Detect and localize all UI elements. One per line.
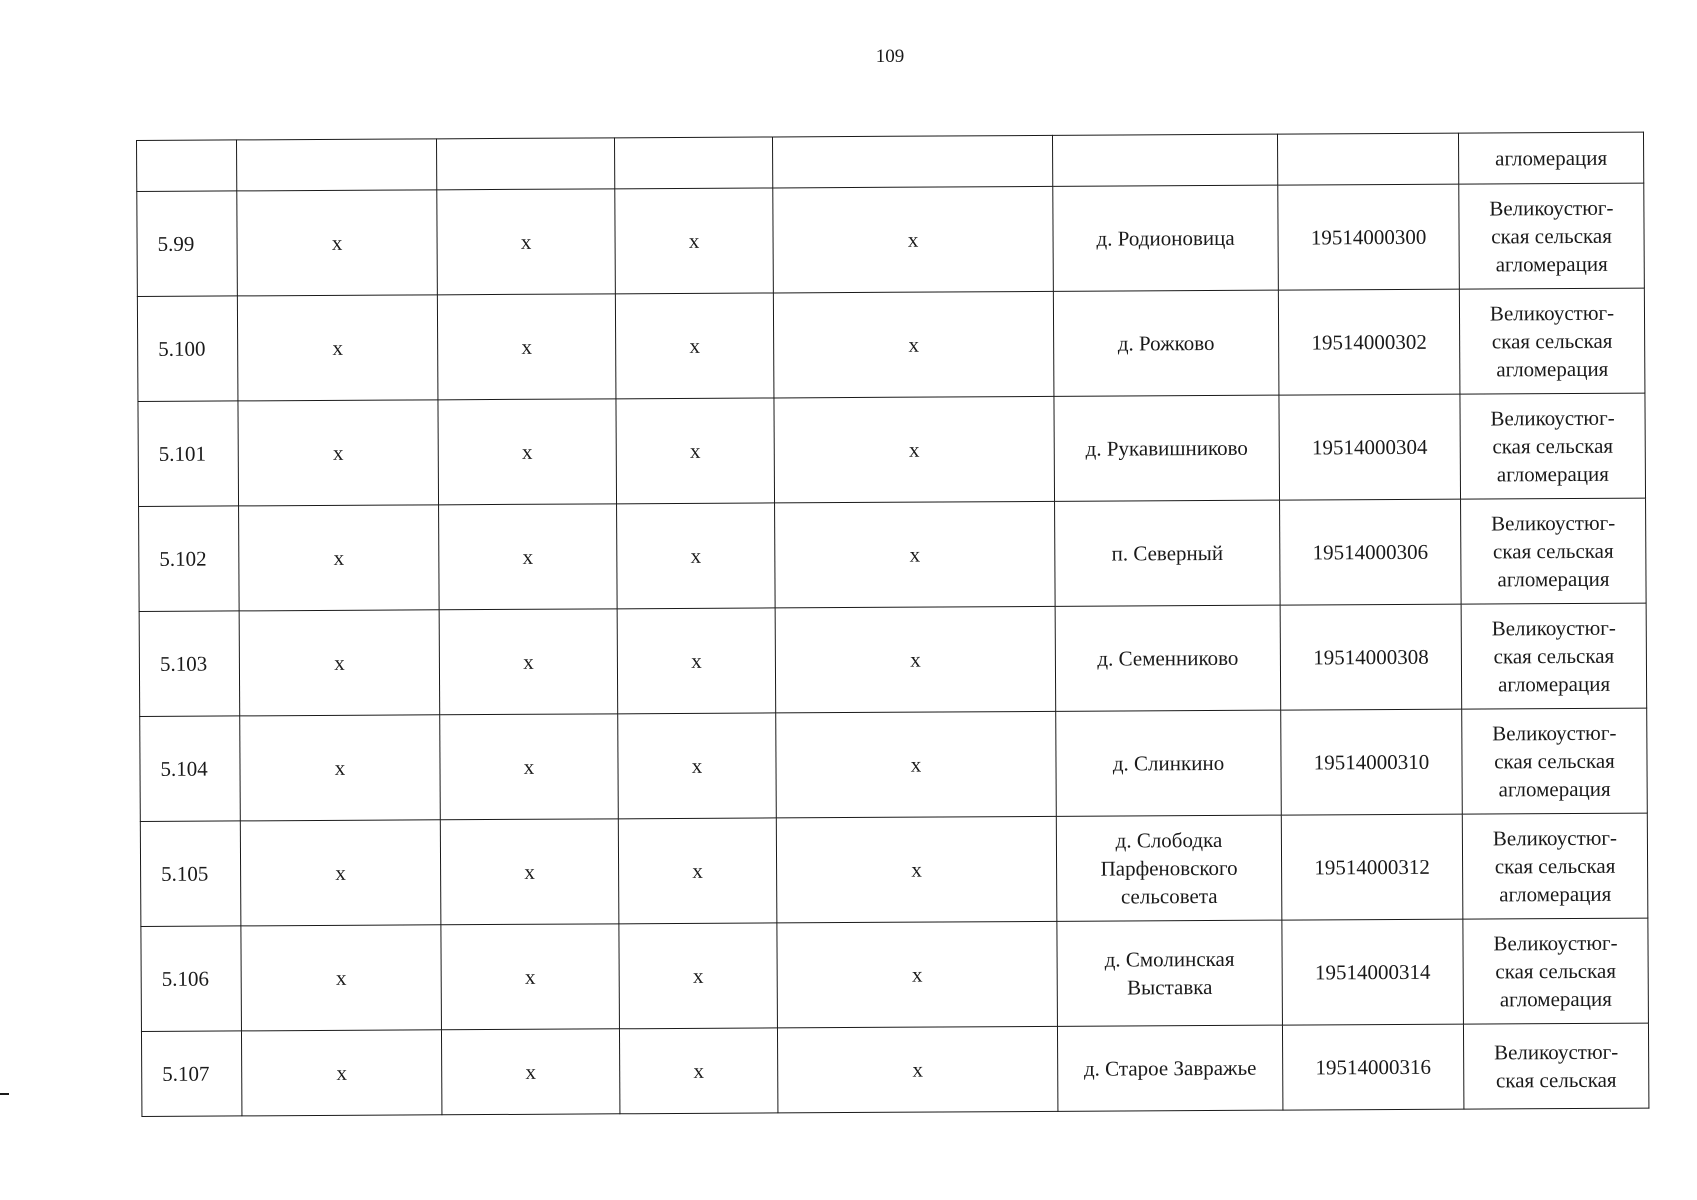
x-mark: x (237, 295, 438, 401)
agglomeration-line: Великоустюг- (1490, 405, 1615, 431)
table-cell (237, 139, 437, 191)
agglomeration-line: агломерация (1499, 986, 1612, 1012)
margin-mark (0, 1093, 9, 1095)
agglomeration-cell (1459, 288, 1645, 394)
table-row (141, 1023, 1648, 1116)
row-number: 5.103 (139, 611, 240, 717)
row-number: 5.99 (137, 191, 238, 297)
oktmo-code: 19514000306 (1280, 499, 1462, 605)
agglomeration-line: агломерация (1497, 566, 1610, 592)
agglomeration-line: ская сельская (1494, 853, 1616, 879)
settlement-name (1056, 815, 1282, 921)
continuation-row (137, 132, 1644, 191)
agglomeration-cell (1461, 603, 1647, 709)
agglomeration-cell (1460, 393, 1646, 499)
agglomeration-line: ская сельская (1492, 538, 1614, 564)
agglomeration-line: агломерация (1497, 671, 1611, 697)
agglomeration-line: агломерация (1498, 776, 1611, 802)
x-mark: x (440, 819, 619, 925)
row-number: 5.105 (140, 821, 241, 927)
table-row (139, 603, 1647, 716)
x-mark: x (241, 925, 442, 1031)
x-mark: x (617, 503, 776, 609)
agglomeration-line: Великоустюг- (1493, 1039, 1619, 1065)
x-mark: x (239, 505, 440, 611)
row-number: 5.104 (140, 716, 241, 822)
settlement-line: д. Смолинская (1104, 946, 1235, 972)
x-mark: x (441, 924, 620, 1030)
agglomeration-line: Великоустюг- (1489, 300, 1615, 326)
x-mark: x (615, 188, 774, 294)
agglomeration-line: ская сельская (1491, 328, 1613, 354)
settlement-name (1057, 920, 1283, 1026)
x-mark: x (238, 400, 439, 506)
x-mark: x (775, 501, 1056, 608)
settlement-name: д. Семенниково (1055, 605, 1281, 711)
x-mark: x (439, 609, 618, 715)
oktmo-code: 19514000312 (1281, 814, 1463, 920)
x-mark: x (240, 715, 441, 821)
settlement-line: Парфеновского (1100, 855, 1238, 881)
x-mark: x (619, 1028, 777, 1114)
x-mark: x (619, 923, 778, 1029)
table-cell (1052, 134, 1277, 186)
x-mark: x (618, 713, 777, 819)
x-mark: x (773, 291, 1054, 398)
settlement-line: сельсовета (1120, 883, 1218, 909)
agglomeration-cell (1459, 183, 1645, 289)
row-number: 5.102 (139, 506, 240, 612)
x-mark: x (777, 921, 1058, 1028)
agglomeration-cell (1462, 708, 1648, 814)
agglomeration-cell (1463, 918, 1649, 1024)
settlement-line: д. Слободка (1115, 827, 1223, 853)
table-cell (436, 138, 614, 190)
agglomeration-cell: агломерация (1458, 132, 1643, 184)
agglomeration-cell (1462, 813, 1648, 919)
agglomeration-line: ская сельская (1492, 433, 1614, 459)
oktmo-code: 19514000314 (1282, 919, 1464, 1025)
agglomeration-line: ская сельская (1495, 958, 1617, 984)
agglomeration-line: ская сельская (1493, 643, 1615, 669)
agglomeration-line: агломерация (1495, 251, 1608, 277)
x-mark: x (439, 504, 618, 610)
table-row (138, 393, 1646, 506)
agglomeration-line: ская сельская (1491, 223, 1612, 249)
agglomeration-line: агломерация (1496, 461, 1609, 487)
agglomeration-line: агломерация (1496, 356, 1609, 382)
table-cell (137, 140, 237, 192)
table-row (141, 918, 1649, 1031)
x-mark: x (616, 398, 775, 504)
row-number: 5.100 (137, 296, 238, 402)
table-row (140, 813, 1648, 926)
row-number: 5.107 (141, 1031, 241, 1117)
table-cell (772, 135, 1052, 188)
oktmo-code: 19514000310 (1281, 709, 1463, 815)
agglomeration-line: агломерация (1499, 881, 1612, 907)
x-mark: x (437, 294, 616, 400)
settlement-name: д. Слинкино (1056, 710, 1282, 816)
oktmo-code: 19514000308 (1280, 604, 1462, 710)
x-mark: x (437, 189, 616, 295)
agglomeration-line: Великоустюг- (1492, 720, 1617, 746)
x-mark: x (240, 820, 441, 926)
table-row (137, 288, 1645, 401)
table-cell (1277, 133, 1458, 185)
x-mark: x (777, 1026, 1057, 1113)
agglomeration-line: Великоустюг- (1493, 930, 1618, 956)
x-mark: x (438, 399, 617, 505)
x-mark: x (440, 714, 619, 820)
page-number: 109 (875, 46, 905, 67)
x-mark: x (773, 186, 1054, 293)
table-cell (614, 137, 772, 189)
agglomeration-line: ская сельская (1495, 1067, 1617, 1093)
agglomeration-line: Великоустюг- (1489, 195, 1614, 221)
agglomeration-line: Великоустюг- (1492, 825, 1618, 851)
settlement-name: д. Рожково (1053, 290, 1279, 396)
agglomeration-cell (1463, 1023, 1648, 1109)
settlement-name: д. Рукавишниково (1054, 395, 1280, 501)
row-number: 5.101 (138, 401, 239, 507)
x-mark: x (617, 608, 776, 714)
x-mark: x (441, 1029, 619, 1115)
x-mark: x (618, 818, 777, 924)
table-row (139, 498, 1647, 611)
settlements-table (136, 132, 1649, 1117)
x-mark: x (239, 610, 440, 716)
oktmo-code: 19514000300 (1278, 184, 1460, 290)
settlement-line: Выставка (1127, 975, 1213, 1000)
oktmo-code: 19514000316 (1282, 1024, 1463, 1110)
x-mark: x (775, 606, 1056, 713)
row-number: 5.106 (141, 926, 242, 1032)
agglomeration-line: Великоустюг- (1491, 510, 1616, 536)
agglomeration-line: Великоустюг- (1491, 615, 1616, 641)
x-mark: x (241, 1030, 441, 1116)
settlement-name: п. Северный (1055, 500, 1281, 606)
x-mark: x (237, 190, 438, 296)
agglomeration-cell (1461, 498, 1647, 604)
table-row (137, 183, 1645, 296)
settlement-name: д. Старое Завражье (1057, 1025, 1282, 1111)
oktmo-code: 19514000302 (1278, 289, 1460, 395)
x-mark: x (774, 396, 1055, 503)
oktmo-code: 19514000304 (1279, 394, 1461, 500)
table-row (140, 708, 1648, 821)
agglomeration-line: ская сельская (1494, 748, 1615, 774)
x-mark: x (776, 816, 1057, 923)
x-mark: x (776, 711, 1057, 818)
x-mark: x (615, 293, 774, 399)
settlement-name: д. Родионовица (1053, 185, 1279, 291)
